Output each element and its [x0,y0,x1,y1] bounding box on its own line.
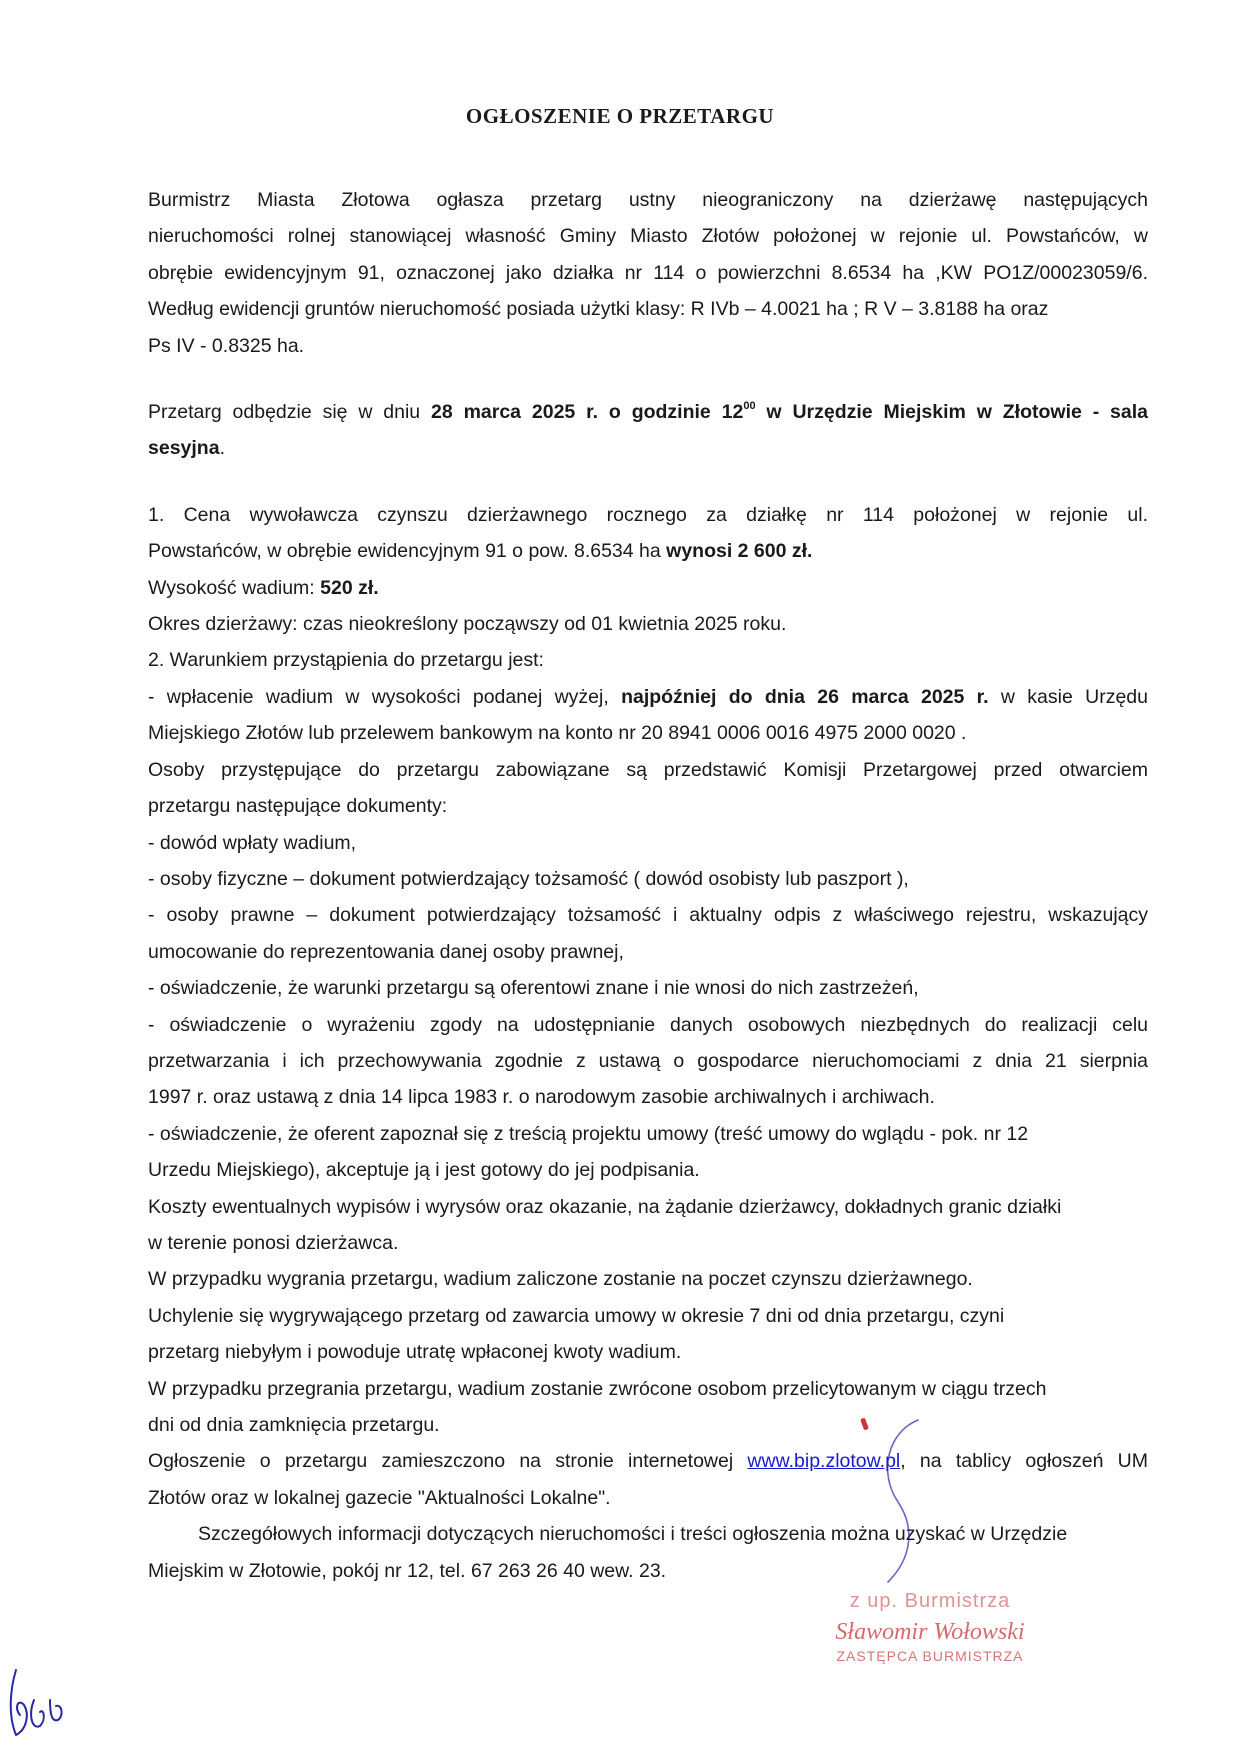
date-notice-line-2: sesyjna. [148,437,225,460]
bip-link[interactable]: www.bip.zlotow.pl [747,1450,901,1473]
date-notice-time: o godzinie $12^{00}$ w Urzędzie Miejskim w Złotowie - sala [598,400,1149,424]
published-line-2: Złotów oraz w lokalnej gazecie "Aktualności Lokalne". [148,1486,611,1509]
docs-line-2: przetargu następujące dokumenty: [148,795,448,818]
signature-stamp [800,1590,1060,1664]
doc-item-legal-persons-1: - osoby prawne – dokument potwierdzający tożsamość i aktualny odpis z właściwego rejestru, wskazujący [148,904,1148,927]
lease-period-line: Okres dzierżawy: czas nieokreślony począwszy od 01 kwietnia 2025 roku. [148,613,787,636]
docs-line-1: Osoby przystępujące do przetargu zabowiązane są przedstawić Komisji Przetargowej przed otwarciem [148,758,1148,781]
price-line-1: 1. Cena wywoławcza czynszu dzierżawnego rocznego za działkę nr 114 położonej w rejonie ul. [148,503,1148,526]
deposit-line: Wysokość wadium: 520 zł. [148,576,379,599]
published-line-1: Ogłoszenie o przetargu zamieszczono na stronie internetowej www.bip.zlotow.pl, na tablicy ogłoszeń UM [148,1450,1148,1473]
stamp-title: ZASTĘPCA BURMISTRZA [836,1648,1024,1664]
payment-deadline: najpóźniej do dnia 26 marca 2025 r. [621,685,989,708]
doc-item-contract-1: - oświadczenie, że oferent zapoznał się z treścią projektu umowy (treść umowy do wglądu - pok. nr 12 [148,1122,1029,1145]
date-notice-place-cont: sesyjna [148,437,220,460]
info-line-1: Szczegółowych informacji dotyczących nieruchomości i treści ogłoszenia można uzyskać w Urzędzie [198,1523,1068,1546]
price-value: wynosi 2 600 zł. [666,540,813,563]
info-line-2: Miejskim w Złotowie, pokój nr 12, tel. 67 263 26 40 wew. 23. [148,1559,667,1582]
intro-line-4: Według ewidencji gruntów nieruchomość posiada użytki klasy: R IVb – 4.0021 ha ; R V – 3.8188 ha oraz [148,298,1049,321]
deposit-value: 520 zł. [320,576,379,599]
intro-line-1: Burmistrz Miasta Złotowa ogłasza przetarg ustny nieograniczony na dzierżawę następujących [148,189,1148,211]
lose-line-1: W przypadku przegrania przetargu, wadium zostanie zwrócone osobom przelicytowanym w ciągu trzech [148,1377,1047,1400]
document-body [148,182,1148,1589]
date-notice-line-1 [148,394,1148,430]
price-line-2: Powstańców, w obrębie ewidencyjnym 91 o pow. 8.6534 ha wynosi 2 600 zł. [148,540,813,563]
handwritten-initials-icon [6,1660,76,1750]
doc-item-consent-2: przetwarzania i ich przechowywania zgodnie z ustawą o gospodarce nieruchomociami z dnia 21 sierpnia [148,1049,1148,1072]
costs-line-1: Koszty ewentualnych wypisów i wyrysów oraz okazanie, na żądanie dzierżawcy, dokładnych granic działki [148,1195,1062,1218]
payment-line-1: - wpłacenie wadium w wysokości podanej wyżej, najpóźniej do dnia 26 marca 2025 r. w kasie Urzędu [148,685,1148,708]
date-notice-date: 28 marca 2025 r. [431,401,599,424]
evasion-line-2: przetarg niebyłym i powoduje utratę wpłaconej kwoty wadium. [148,1341,682,1364]
win-line: W przypadku wygrania przetargu, wadium zaliczone zostanie na poczet czynszu dzierżawnego. [148,1268,973,1291]
doc-item-contract-2: Urzedu Miejskiego), akceptuje ją i jest gotowy do jej podpisania. [148,1159,700,1182]
intro-line-3: obrębie ewidencyjnym 91, oznaczonej jako działka nr 114 o powierzchni 8.6534 ha ,KW PO1Z/00023059/6. [148,261,1148,284]
conditions-heading: 2. Warunkiem przystąpienia do przetargu jest: [148,649,544,672]
signature-scribble-icon [858,1412,978,1592]
date-notice-prefix: Przetarg odbędzie się w dniu [148,401,432,424]
doc-item-consent-3: 1997 r. oraz ustawą z dnia 14 lipca 1983 r. o narodowym zasobie archiwalnych i archiwach. [148,1086,935,1109]
stamp-authorization: z up. Burmistrza [849,1590,1011,1612]
intro-line-2: nieruchomości rolnej stanowiącej własność Gminy Miasto Złotów położonej w rejonie ul. Powstańców, w [148,225,1148,248]
costs-line-2: w terenie ponosi dzierżawca. [148,1231,399,1254]
payment-line-2: Miejskiego Złotów lub przelewem bankowym na konto nr 20 8941 0006 0016 4975 2000 0020 . [148,722,967,745]
page-title: OGŁOSZENIE O PRZETARGU [465,104,775,128]
lose-line-2: dni od dnia zamknięcia przetargu. [148,1414,440,1436]
stamp-name: Sławomir Wołowski [835,1619,1025,1645]
doc-item-consent-1: - oświadczenie o wyrażeniu zgody na udostępnianie danych osobowych niezbędnych do realizacji celu [148,1013,1148,1036]
doc-item-deposit-proof: - dowód wpłaty wadium, [148,831,357,854]
doc-item-legal-persons-2: umocowanie do reprezentowania danej osoby prawnej, [148,940,624,963]
evasion-line-1: Uchylenie się wygrywającego przetarg od zawarcia umowy w okresie 7 dni od dnia przetargu, czyni [148,1304,1005,1327]
doc-item-natural-persons: - osoby fizyczne – dokument potwierdzający tożsamość ( dowód osobisty lub paszport ), [148,867,909,890]
intro-line-5: Ps IV - 0.8325 ha. [148,334,305,357]
doc-item-terms: - oświadczenie, że warunki przetargu są oferentowi znane i nie wnosi do nich zastrzeżeń, [148,977,919,1000]
